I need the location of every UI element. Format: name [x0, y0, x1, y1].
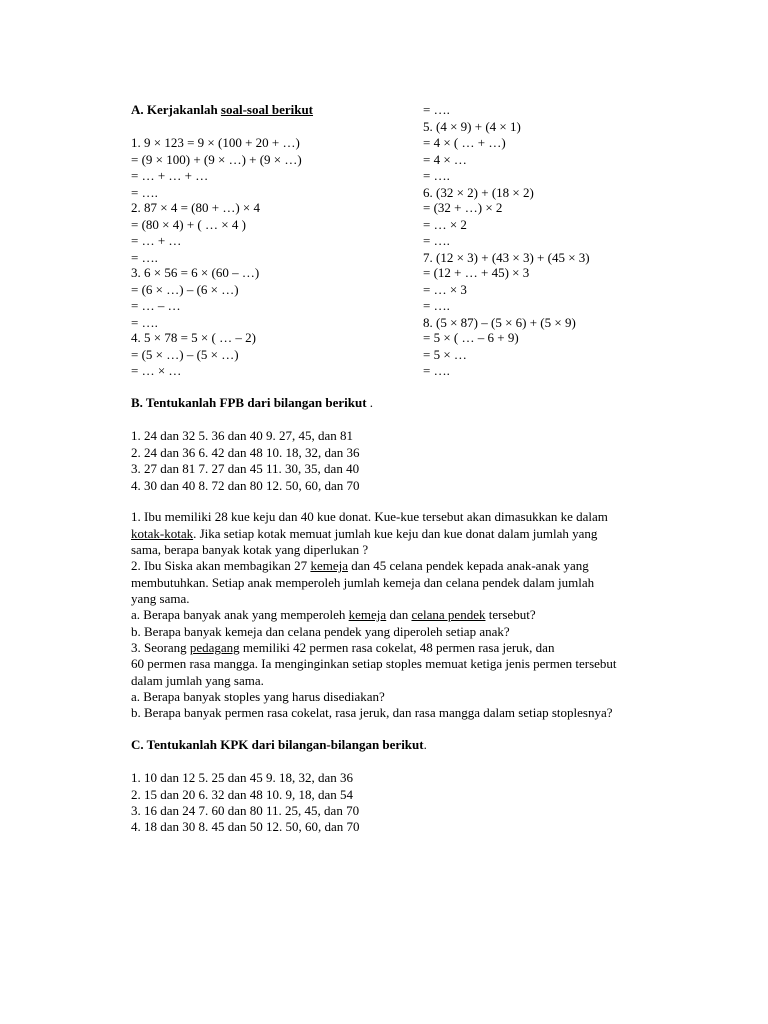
story-line: 1. Ibu memiliki 28 kue keju dan 40 kue donat. Kue-kue tersebut akan dimasukkan ke dalam [131, 509, 608, 524]
story-line: dalam jumlah yang sama. [131, 672, 264, 688]
section-a-left-line: 4. 5 × 78 = 5 × ( … – 2) [131, 330, 256, 345]
story-line [131, 526, 597, 542]
section-a-left-line: = …. [131, 184, 158, 200]
section-a-left-line: = … – … [131, 298, 181, 313]
section-a-left-line: 2. 87 × 4 = (80 + …) × 4 [131, 200, 260, 215]
story-line [131, 640, 554, 656]
section-a-right-line: = (12 + … + 45) × 3 [423, 265, 530, 280]
section-b-heading-text: B. Tentukanlah FPB dari bilangan berikut [131, 395, 367, 410]
section-b-heading-suffix: . [366, 395, 374, 410]
section-a-left-line: = (9 × 100) + (9 × …) + (9 × …) [131, 151, 302, 167]
story-line [131, 607, 536, 623]
section-c-list-line: 4. 18 dan 30 8. 45 dan 50 12. 50, 60, dan 70 [131, 819, 360, 834]
section-a-right-line: = … × 2 [423, 216, 467, 232]
story-line: yang sama. [131, 591, 190, 606]
section-a-right-line: = …. [423, 363, 450, 378]
section-c-list-line: 2. 15 dan 20 6. 32 dan 48 10. 9, 18, dan 54 [131, 786, 354, 802]
section-a-right-line: 5. (4 × 9) + (4 × 1) [423, 118, 521, 134]
section-c-heading-suffix: . [423, 737, 427, 752]
section-c-heading [131, 737, 427, 753]
story-text: 2. Ibu Siska akan membagikan 27 [131, 558, 311, 573]
story-line: sama, berapa banyak kotak yang diperlukan ? [131, 542, 369, 557]
story-underlined-word: pedagang [189, 640, 240, 655]
section-a-heading [131, 102, 313, 118]
section-a-right-line: = …. [423, 102, 450, 117]
story-underlined-word: kemeja [310, 558, 348, 573]
section-a-left-line: 1. 9 × 123 = 9 × (100 + 20 + …) [131, 135, 300, 150]
section-a-left-line: = … × … [131, 363, 182, 378]
section-a-right-line: = 5 × … [423, 346, 467, 362]
section-b-heading [131, 395, 373, 411]
section-a-heading-prefix: A. Kerjakanlah [131, 102, 221, 117]
section-a-left-line: = … + … [131, 233, 182, 248]
story-underlined-word: kotak-kotak [131, 525, 194, 541]
section-a-right-line: 8. (5 × 87) – (5 × 6) + (5 × 9) [423, 314, 576, 330]
section-a-heading-underlined: soal-soal berikut [220, 102, 314, 117]
story-text: a. Berapa banyak anak yang memperoleh [131, 607, 349, 622]
section-a-left-line: = …. [131, 314, 158, 330]
section-c-list-line: 1. 10 dan 12 5. 25 dan 45 9. 18, 32, dan 36 [131, 770, 354, 785]
section-a-right-line: 7. (12 × 3) + (43 × 3) + (45 × 3) [423, 249, 590, 265]
section-a-left-line: = (5 × …) – (5 × …) [131, 346, 239, 362]
section-c-heading-text: C. Tentukanlah KPK dari bilangan-bilangan berikut [131, 737, 424, 752]
section-a-right-line: = …. [423, 298, 450, 313]
section-a-right-line: = …. [423, 233, 450, 248]
section-a-left-line: = (6 × …) – (6 × …) [131, 281, 239, 297]
section-a-right-line: = …. [423, 168, 450, 183]
section-a-right-line: = … × 3 [423, 281, 467, 297]
section-b-list-line: 4. 30 dan 40 8. 72 dan 80 12. 50, 60, dan 70 [131, 477, 360, 493]
section-b-list-line: 3. 27 dan 81 7. 27 dan 45 11. 30, 35, dan 40 [131, 461, 360, 476]
story-line: 60 permen rasa mangga. Ia menginginkan setiap stoples memuat ketiga jenis permen tersebut [131, 656, 617, 671]
section-c-list-line: 3. 16 dan 24 7. 60 dan 80 11. 25, 45, dan 70 [131, 803, 360, 818]
story-line [131, 558, 589, 574]
story-line: membutuhkan. Setiap anak memperoleh jumlah kemeja dan celana pendek dalam jumlah [131, 574, 595, 590]
story-text: memiliki 42 permen rasa cokelat, 48 permen rasa jeruk, dan [239, 640, 555, 655]
story-underlined-word: kemeja [348, 607, 387, 622]
section-a-left-line: 3. 6 × 56 = 6 × (60 – …) [131, 265, 260, 280]
section-a-right-line: 6. (32 × 2) + (18 × 2) [423, 184, 534, 200]
story-text: 3. Seorang [131, 640, 190, 655]
section-a-right-line: = 5 × ( … – 6 + 9) [423, 330, 519, 345]
section-a-right-line: = 4 × … [423, 151, 467, 167]
section-a-right-line: = 4 × ( … + …) [423, 135, 506, 150]
story-line: a. Berapa banyak stoples yang harus disediakan? [131, 689, 385, 704]
story-text: tersebut? [485, 607, 536, 622]
section-a-left-line: = (80 × 4) + ( … × 4 ) [131, 216, 246, 232]
section-b-list-line: 2. 24 dan 36 6. 42 dan 48 10. 18, 32, dan 36 [131, 444, 360, 460]
story-line: b. Berapa banyak permen rasa cokelat, rasa jeruk, dan rasa mangga dalam setiap stoplesnya? [131, 705, 613, 720]
section-a-left-line: = …. [131, 249, 158, 265]
section-a-left-line: = … + … + … [131, 168, 209, 183]
section-a-right-line: = (32 + …) × 2 [423, 200, 503, 215]
story-underlined-word: celana pendek [411, 607, 486, 622]
story-text: dan [386, 607, 412, 622]
story-text: dan 45 celana pendek kepada anak-anak yang [347, 558, 589, 573]
story-text: . Jika setiap kotak memuat jumlah kue keju dan kue donat dalam jumlah yang [193, 525, 598, 541]
story-line: b. Berapa banyak kemeja dan celana pendek yang diperoleh setiap anak? [131, 623, 510, 639]
section-b-list-line: 1. 24 dan 32 5. 36 dan 40 9. 27, 45, dan 81 [131, 428, 354, 443]
